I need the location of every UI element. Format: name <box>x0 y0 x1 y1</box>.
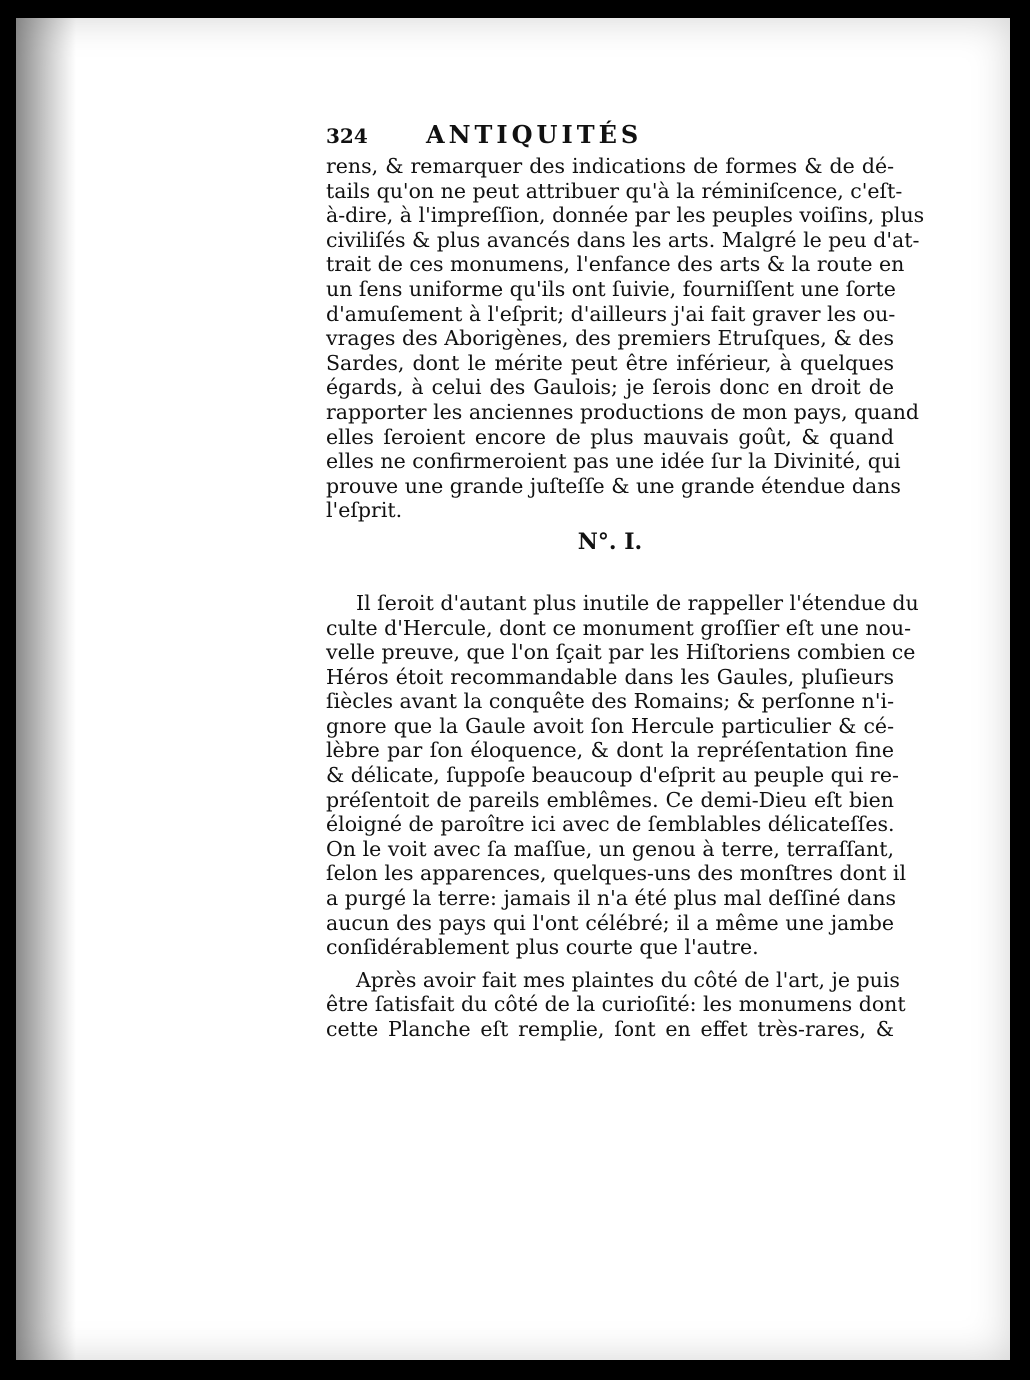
text-line: aucun des pays qui l'ont célébré; il a même une jambe <box>326 910 894 935</box>
text-line: préſentoit de pareils emblêmes. Ce demi-Dieu eſt bien <box>326 787 894 812</box>
text-line: un ſens uniforme qu'ils ont ſuivie, fourniſſent une ſorte <box>326 276 896 301</box>
text-line: a purgé la terre: jamais il n'a été plus mal deſſiné dans <box>326 886 897 911</box>
text-line: conſidérablement plus courte que l'autre. <box>326 935 759 960</box>
text-line: être ſatisfait du côté de la curioſité: les monumens dont <box>326 992 906 1017</box>
text-line: prouve une grande juſteſſe & une grande étendue dans <box>326 473 901 498</box>
text-line: civiliſés & plus avancés dans les arts. Malgré le peu d'at- <box>326 227 920 252</box>
text-line: gnore que la Gaule avoit ſon Hercule particulier & cé- <box>326 713 894 738</box>
running-title: ANTIQUITÉS <box>426 120 643 149</box>
text-line: éloigné de paroître ici avec de ſemblables délicateſſes. <box>326 812 895 837</box>
text-line: Après avoir fait mes plaintes du côté de l'art, je puis <box>356 967 900 992</box>
page-number: 324 <box>326 124 368 148</box>
section-heading: N°. I. <box>577 528 643 555</box>
paragraph-3 <box>326 967 906 1042</box>
text-line: Sardes, dont le mérite peut être inférieur, à quelques <box>326 350 894 375</box>
text-line: lèbre par ſon éloquence, & dont la repréſentation fine <box>326 738 894 763</box>
text-line: culte d'Hercule, dont ce monument groſſier eſt une nou- <box>326 615 912 640</box>
text-line: ſiècles avant la conquête des Romains; & perſonne n'i- <box>326 689 894 714</box>
text-line: On le voit avec ſa maſſue, un genou à terre, terraſſant, <box>326 836 894 861</box>
paragraph-2 <box>326 590 919 960</box>
text-line: cette Planche eſt remplie, ſont en effet très-rares, & <box>326 1017 894 1041</box>
text-line: l'eſprit. <box>326 498 403 523</box>
text-line: rens, & remarquer des indications de formes & de dé- <box>326 154 894 178</box>
text-line: d'amuſement à l'eſprit; d'ailleurs j'ai fait graver les ou- <box>326 301 896 326</box>
page-gutter-shadow <box>16 18 76 1360</box>
text-line: Il ſeroit d'autant plus inutile de rappeller l'étendue du <box>356 590 919 615</box>
text-line: ſelon les apparences, quelques-uns des monſtres dont il <box>326 861 907 886</box>
text-line: à-dire, à l'impreſſion, donnée par les peuples voiſins, plus <box>326 203 925 228</box>
text-line: elles ne confirmeroient pas une idée ſur la Divinité, qui <box>326 449 901 474</box>
text-line: tails qu'on ne peut attribuer qu'à la réminiſcence, c'eſt- <box>326 178 903 203</box>
text-line: & délicate, ſuppoſe beaucoup d'eſprit au peuple qui re- <box>326 763 899 788</box>
text-line: velle preuve, que l'on ſçait par les Hiſtoriens combien ce <box>326 640 916 665</box>
page-text-block <box>326 120 925 1042</box>
text-line: vrages des Aborigènes, des premiers Etruſques, & des <box>326 326 894 351</box>
text-line: elles ſeroient encore de plus mauvais goût, & quand <box>326 424 894 449</box>
text-line: trait de ces monumens, l'enfance des arts & la route en <box>326 252 905 277</box>
text-line: égards, à celui des Gaulois; je ſerois donc en droit de <box>326 375 894 400</box>
text-line: Héros étoit recommandable dans les Gaules, pluſieurs <box>326 664 894 689</box>
running-head <box>326 120 894 154</box>
text-line: rapporter les anciennes productions de mon pays, quand <box>326 399 920 424</box>
paragraph-1 <box>326 154 925 523</box>
